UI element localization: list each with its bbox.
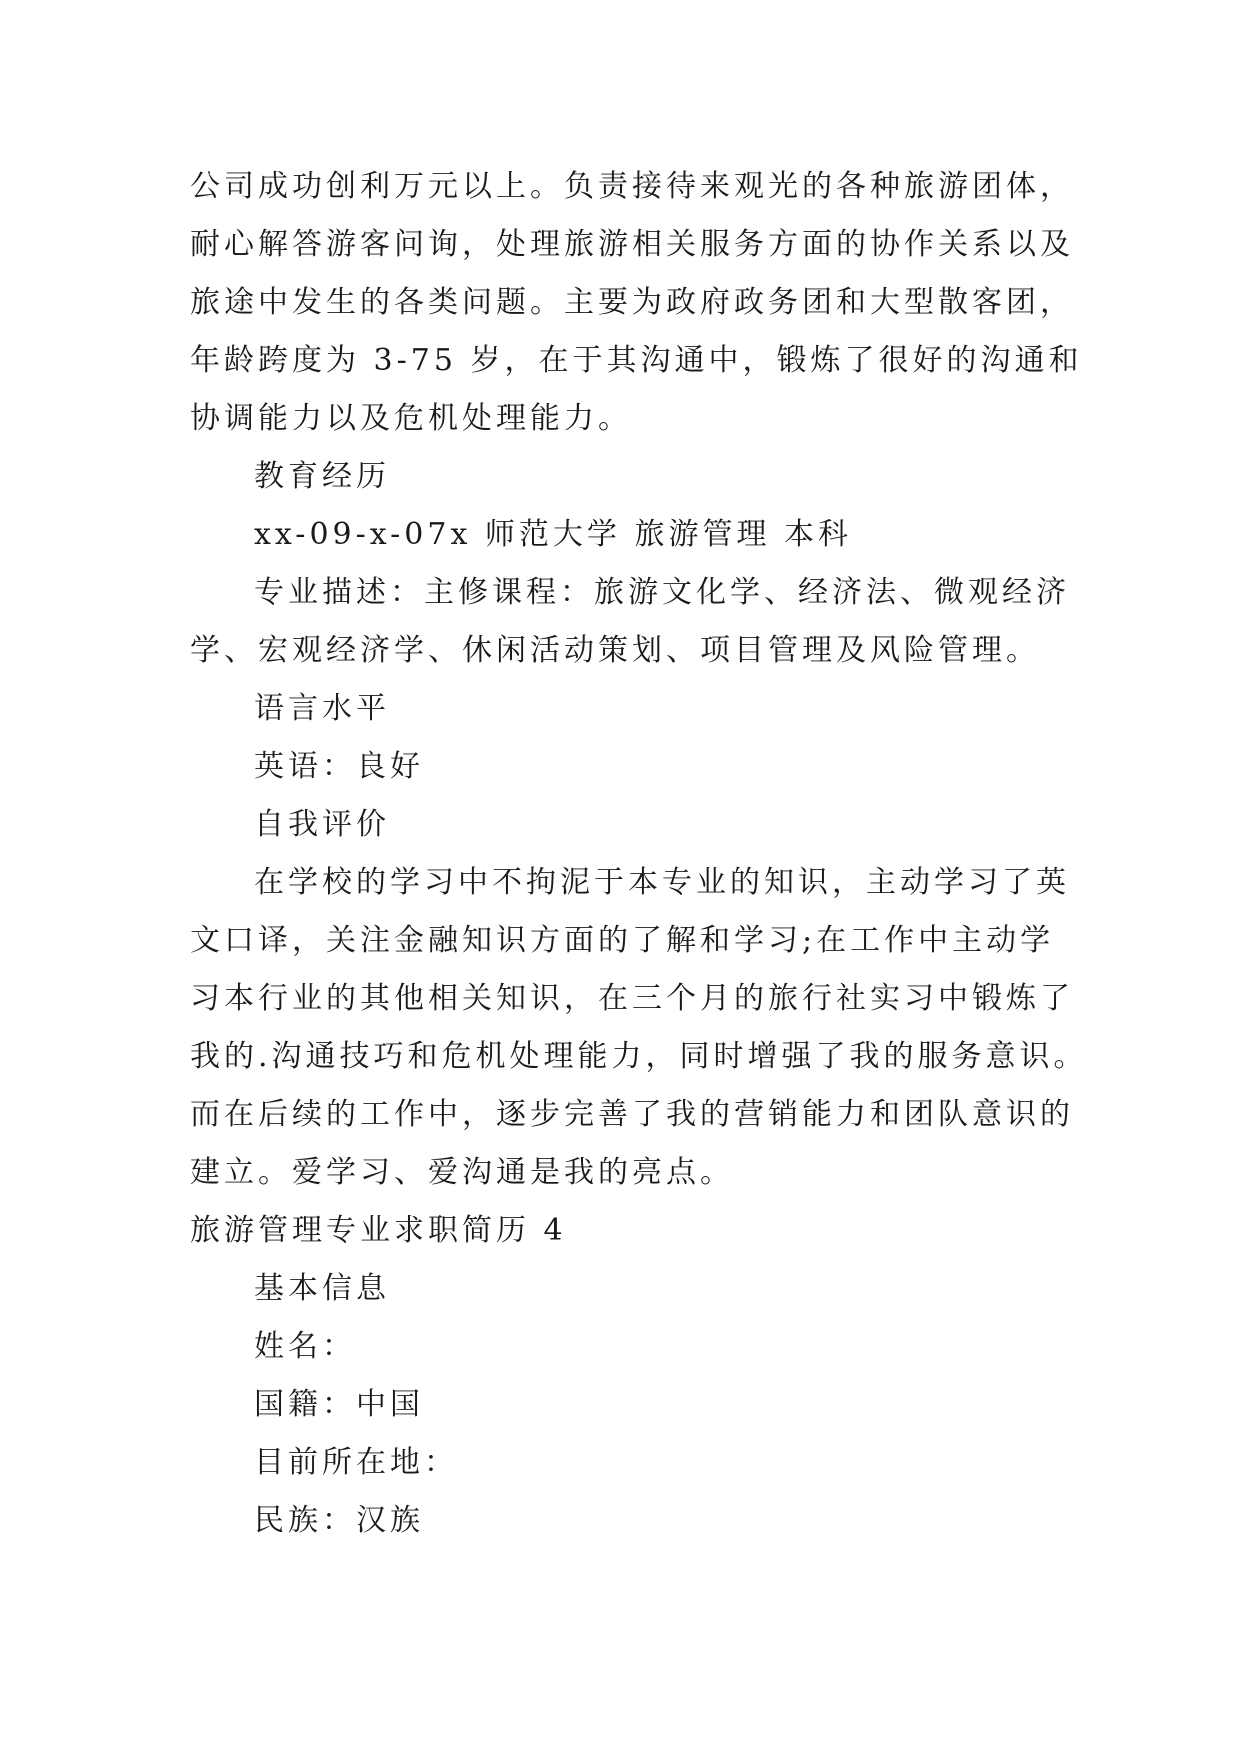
education-description bbox=[190, 564, 1070, 680]
basic-info-heading: 基本信息 bbox=[254, 1271, 390, 1306]
name-field: 姓名： bbox=[254, 1329, 356, 1364]
self-evaluation-paragraph bbox=[190, 854, 1088, 1202]
self-evaluation-line: 我的.沟通技巧和危机处理能力，同时增强了我的服务意识。 bbox=[190, 1039, 1088, 1074]
resume-title: 旅游管理专业求职简历 4 bbox=[190, 1213, 567, 1248]
nationality-field: 国籍：中国 bbox=[254, 1387, 424, 1422]
experience-paragraph bbox=[190, 158, 1083, 448]
experience-line: 耐心解答游客问询，处理旅游相关服务方面的协作关系以及 bbox=[190, 227, 1074, 262]
location-field: 目前所在地： bbox=[254, 1445, 458, 1480]
self-evaluation-line: 而在后续的工作中，逐步完善了我的营销能力和团队意识的 bbox=[190, 1097, 1074, 1132]
self-evaluation-heading: 自我评价 bbox=[254, 807, 390, 842]
self-evaluation-line: 建立。爱学习、爱沟通是我的亮点。 bbox=[190, 1155, 734, 1190]
experience-line: 公司成功创利万元以上。负责接待来观光的各种旅游团体， bbox=[190, 169, 1074, 204]
experience-line: 协调能力以及危机处理能力。 bbox=[190, 401, 632, 436]
education-description-line: 学、宏观经济学、休闲活动策划、项目管理及风险管理。 bbox=[190, 633, 1040, 668]
experience-line: 年龄跨度为 3-75 岁，在于其沟通中，锻炼了很好的沟通和 bbox=[190, 343, 1083, 378]
education-entry: xx-09-x-07x 师范大学 旅游管理 本科 bbox=[254, 517, 852, 552]
english-level: 英语：良好 bbox=[254, 749, 424, 784]
language-heading: 语言水平 bbox=[254, 691, 390, 726]
self-evaluation-line: 习本行业的其他相关知识，在三个月的旅行社实习中锻炼了 bbox=[190, 981, 1074, 1016]
experience-line: 旅途中发生的各类问题。主要为政府政务团和大型散客团， bbox=[190, 285, 1074, 320]
ethnicity-field: 民族：汉族 bbox=[254, 1503, 424, 1538]
self-evaluation-line: 文口译，关注金融知识方面的了解和学习;在工作中主动学 bbox=[190, 923, 1055, 958]
self-evaluation-line: 在学校的学习中不拘泥于本专业的知识，主动学习了英 bbox=[254, 865, 1070, 900]
document-body bbox=[190, 158, 1088, 1550]
education-description-line: 专业描述：主修课程：旅游文化学、经济法、微观经济 bbox=[254, 575, 1070, 610]
education-heading: 教育经历 bbox=[254, 459, 390, 494]
